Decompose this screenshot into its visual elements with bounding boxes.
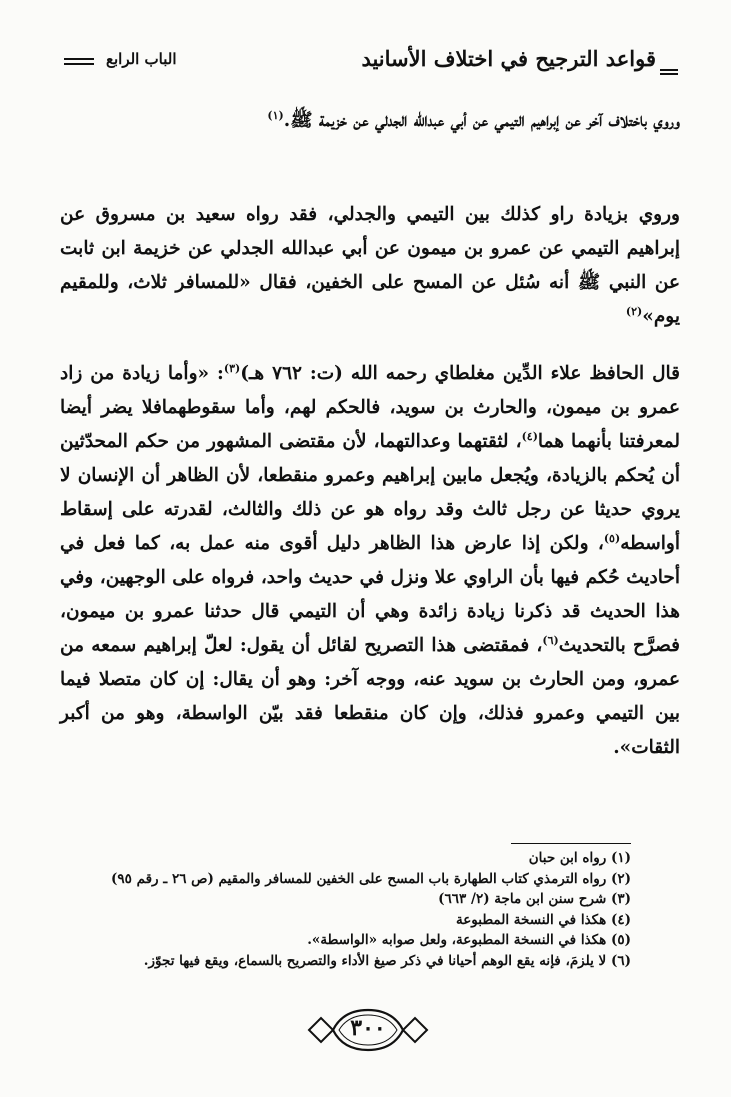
footnote-item: (٥) هكذا في النسخة المطبوعة، ولعل صوابه «الواسطة». — [307, 932, 631, 948]
chapter-label: الباب الرابع — [106, 50, 177, 68]
title-rule — [660, 69, 678, 71]
paragraph-3-text: ، فمقتضى هذا التصريح لقائل أن يقول: لعلّ إبراهيم سمعه من عمرو، ومن الحارث بن سويد عنه، ووجه آخر: وهو أن يقال: إن كان متصلا فيما بين التيمي وعمرو فذلك، وإن كان منقطعا فقد بيّن الواسطة، وهو من أكبر الثقات». — [60, 635, 680, 758]
footnote-ref-1: (١) — [267, 108, 284, 122]
paragraph-2-text: وروي بزيادة راو كذلك بين التيمي والجدلي، فقد رواه سعيد بن مسروق عن إبراهيم التيمي عن عمرو بن ميمون عن أبي عبدالله الجدلي عن خزيمة ابن ثابت عن النبي ﷺ أنه سُئل عن المسح على الخفين، فقال «للمسافر ثلاث، وللمقيم يوم» — [60, 204, 680, 327]
paragraph-3-text: ، ولكن إذا عارض هذا الظاهر دليل أقوى منه عمل به، كما فعل في أحاديث حُكم فيها بأن الراوي علا ونزل في حديث واحد، فرواه على الوجهين، وفي هذا الحديث قد ذكرنا زيادة زائدة وهي أن التيمي قال حدثنا عمرو بن ميمون، فصرَّح بالتحديث — [60, 533, 680, 656]
paragraph-3 — [60, 357, 680, 765]
footnote-item: (١) رواه ابن حبان — [528, 850, 631, 866]
paragraph-1 — [60, 104, 680, 138]
page-number-ornament — [303, 1004, 433, 1056]
footnote-ref-4: (٤) — [521, 429, 538, 443]
footnote-ref-2: (٢) — [625, 304, 643, 318]
paragraph-3-text: قال الحافظ علاء الدِّين مغلطاي رحمه الله (ت: ٧٦٢ هـ) — [240, 363, 680, 384]
paragraph-3-text: ، لثقتهما وعدالتهما، لأن مقتضى المشهور من حكم المحدّثين أن يُحكم بالزيادة، ويُجعل مابين إبراهيم وعمرو منقطعا، لأن الظاهر أن الإنسان لا يروي حديثا عن رجل ثالث وقد رواه هو عن ذلك والثالث، لقدرته على إسقاط أواسطه — [60, 431, 680, 554]
footnote-item: (٤) هكذا في النسخة المطبوعة — [456, 911, 631, 928]
title-rule — [660, 73, 678, 75]
page-number: ٣٠٠ — [350, 1015, 386, 1041]
footnote-item: (٢) رواه الترمذي كتاب الطهارة باب المسح على الخفين للمسافر والمقيم (ص ٢٦ ـ رقم ٩٥) — [111, 870, 631, 887]
paragraph-3-text: : «وأما زيادة من زاد عمرو بن ميمون، والحارث بن سويد، فالحكم لهم، وأما سقوطهمافلا يضر أيضا لمعرفتنا بأنهما هما — [60, 363, 681, 452]
footnote-item: (٣) شرح سنن ابن ماجة (٢/ ٦٦٣) — [438, 891, 631, 907]
book-title: قواعد الترجيح في اختلاف الأسانيد — [361, 46, 656, 71]
footnotes — [71, 848, 631, 971]
footnote-ref-5: (٥) — [603, 531, 621, 545]
paragraph-1-text: وروي باختلاف آخر عن إبراهيم التيمي عن أبي عبدالله الجدلي عن خزيمة ﷺ. — [283, 110, 680, 131]
footnote-ref-3: (٣) — [223, 361, 241, 375]
footnote-item: (٦) لا يلزمَ، فإنه يقع الوهم أحيانا في ذكر صيغ الأداء والتصريح بالسماع، ويقع فيها تجوّز. — [143, 952, 631, 969]
paragraph-2 — [60, 198, 680, 334]
chapter-rule — [64, 63, 94, 65]
footnote-ref-6: (٦) — [542, 633, 559, 647]
chapter-rule — [64, 58, 94, 60]
running-header — [58, 44, 678, 84]
footnote-divider — [511, 843, 631, 844]
